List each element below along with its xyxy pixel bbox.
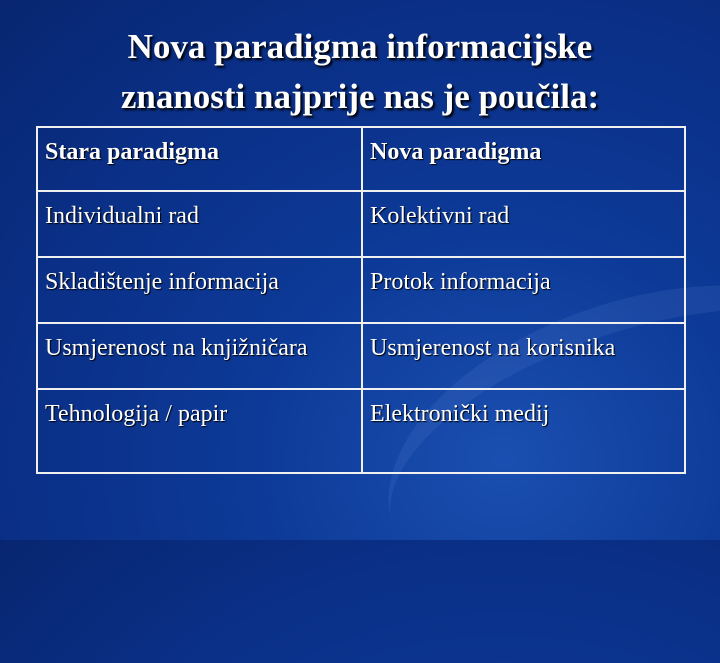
- cell-new: Elektronički medij: [362, 389, 685, 473]
- header-new: Nova paradigma: [362, 127, 685, 191]
- cell-new: Kolektivni rad: [362, 191, 685, 257]
- cell-old: Tehnologija / papir: [37, 389, 362, 473]
- title-line-1: Nova paradigma informacijske: [127, 27, 593, 66]
- table-row: [37, 323, 685, 389]
- cell-old: Individualni rad: [37, 191, 362, 257]
- cell-old: Usmjerenost na knjižničara: [37, 323, 362, 389]
- slide-title: [0, 22, 720, 122]
- cell-old: Skladištenje informacija: [37, 257, 362, 323]
- table-row: [37, 257, 685, 323]
- table-header-row: [37, 127, 685, 191]
- header-old: Stara paradigma: [37, 127, 362, 191]
- table-row: [37, 191, 685, 257]
- title-line-2: znanosti najprije nas je poučila:: [120, 77, 600, 116]
- paradigm-table: [36, 126, 686, 474]
- cell-new: Protok informacija: [362, 257, 685, 323]
- cell-new: Usmjerenost na korisnika: [362, 323, 685, 389]
- table-row: [37, 389, 685, 473]
